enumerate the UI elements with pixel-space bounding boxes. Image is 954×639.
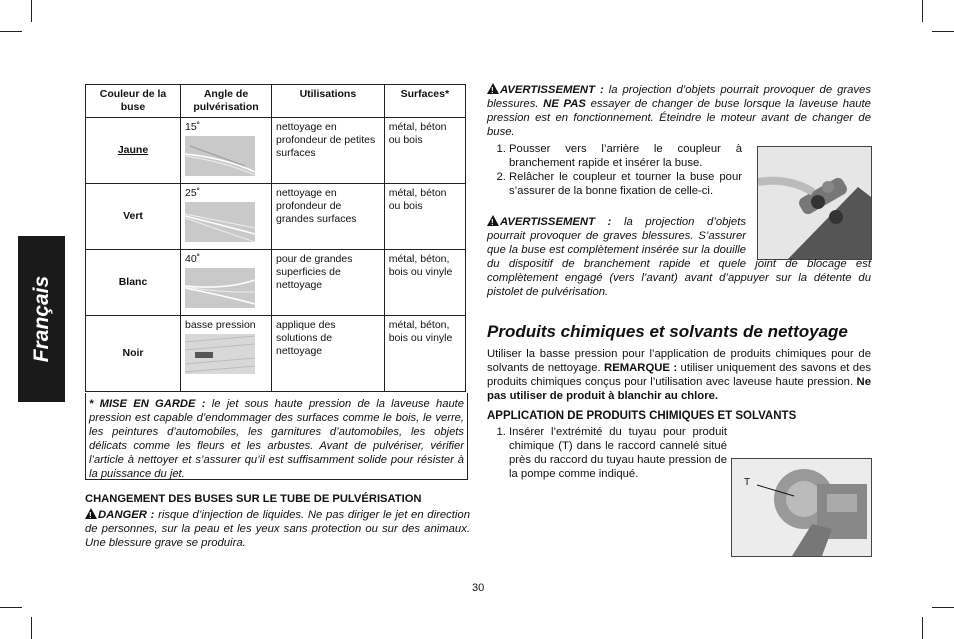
danger-paragraph: [85, 508, 470, 550]
spray-angle-cell: [181, 250, 272, 316]
chlorine-warning: Ne pas utiliser de produit à blanchir au chlore.: [487, 376, 871, 402]
spray-angle-cell: [181, 118, 272, 184]
crop-mark: [922, 617, 923, 639]
surface-cell: métal, béton, bois ou vinyle: [384, 250, 465, 316]
warning-icon: [85, 508, 97, 519]
paragraph-text: utiliser uniquement des savons et des produits chimiques conçus pour l’utilisation avec laveuse haute pression.: [487, 362, 871, 388]
warning-bold: NE PAS: [543, 98, 586, 110]
page-number: 30: [472, 582, 485, 594]
table-header: Couleur de la buse: [86, 85, 181, 118]
surface-cell: métal, béton ou bois: [384, 184, 465, 250]
spray-40-image: [185, 268, 255, 308]
section-heading: CHANGEMENT DES BUSES SUR LE TUBE DE PULVÉRISATION: [85, 493, 422, 505]
nozzle-color: Jaune: [86, 118, 181, 184]
warning-label: AVERTISSEMENT :: [500, 84, 604, 96]
steps-block: [487, 142, 742, 198]
crop-mark: [31, 617, 32, 639]
section-title: Produits chimiques et solvants de nettoyage: [487, 322, 848, 341]
warning-icon: [487, 215, 499, 226]
spray-25-image: [185, 202, 255, 242]
spray-angle: 15˚: [185, 121, 201, 133]
nozzle-table: [85, 84, 466, 392]
table-row: [86, 250, 466, 316]
danger-label: DANGER :: [98, 509, 155, 521]
table-header: Angle de pulvérisation: [181, 85, 272, 118]
remark-label: REMARQUE :: [604, 362, 678, 374]
danger-text: risque d’injection de liquides. Ne pas diriger le jet en direction de personnes, sur la peau et les yeux sans protection ou sur des animaux. Une blessure grave se produira.: [85, 509, 470, 549]
step-3-block: [487, 425, 727, 481]
crop-mark: [932, 31, 954, 32]
section-heading: APPLICATION DE PRODUITS CHIMIQUES ET SOLVANTS: [487, 410, 797, 422]
spray-angle-cell: [181, 184, 272, 250]
use-cell: nettoyage en profondeur de petites surfaces: [272, 118, 385, 184]
caution-text: le jet sous haute pression de la laveuse haute pression est capable d’endommager des surfaces comme le bois, le verre, les peintures d’automobiles, les garnitures d’automobiles, les objets délicats comme les fleurs et les arbustes. Avant de pulvériser, vérifier l’article à nettoyer et s’assurer qu’il est suffisamment solide pour résister à la puissance du jet.: [89, 398, 465, 480]
warning-1: [487, 83, 871, 139]
use-cell: applique des solutions de nettoyage: [272, 316, 385, 392]
warning-text: la projection d’objets pourrait provoquer de graves blessures. S’assurer que la buse est complètement insérée sur la douille du dispositif de branchement rapide et quele joint de blocage est complètement engagé (vers l’avant) avant d’appuyer sur la détente du pistolet de pulvérisation.: [487, 216, 871, 298]
use-cell: nettoyage en profondeur de grandes surfaces: [272, 184, 385, 250]
crop-mark: [0, 31, 22, 32]
crop-mark: [0, 607, 22, 608]
spray-angle: basse pression: [185, 319, 256, 331]
crop-mark: [932, 607, 954, 608]
warning-label: AVERTISSEMENT :: [500, 216, 612, 228]
chemicals-paragraph: [487, 347, 871, 403]
list-item: 2. Relâcher le coupleur et tourner la buse pour s’assurer de la bonne fixation de celle-ci.: [509, 170, 742, 198]
nozzle-color: Blanc: [86, 250, 181, 316]
list-item: 1. Insérer l’extrémité du tuyau pour produit chimique (T) dans le raccord cannelé situé près du raccord du tuyau haute pression de la pompe comme indiqué.: [509, 425, 727, 481]
caution-note: [85, 393, 468, 480]
paragraph-text: Utiliser la basse pression pour l’application de produits chimiques pour de solvants de nettoyage.: [487, 348, 871, 374]
warning-2-block: [487, 215, 871, 299]
caution-label: * MISE EN GARDE :: [89, 398, 206, 410]
crop-mark: [31, 0, 32, 22]
warning-icon: [487, 83, 499, 94]
table-row: [86, 316, 466, 392]
low-pressure-image: [185, 334, 255, 374]
surface-cell: métal, béton, bois ou vinyle: [384, 316, 465, 392]
spray-angle: 25˚: [185, 187, 201, 199]
table-row: [86, 184, 466, 250]
spray-15-image: [185, 136, 255, 176]
language-tab: [18, 236, 65, 402]
warning-text: essayer de changer de buse lorsque la laveuse haute pression est en fonctionnement. Éteindre le moteur avant de changer de buse.: [487, 98, 871, 138]
pump-photo: [731, 458, 872, 557]
language-tab-label: Français: [29, 275, 53, 363]
use-cell: pour de grandes superficies de nettoyage: [272, 250, 385, 316]
table-row: [86, 118, 466, 184]
left-column-text: [85, 492, 470, 550]
spray-angle: 40˚: [185, 253, 201, 265]
crop-mark: [922, 0, 923, 22]
warning-2-text-block: [487, 215, 871, 299]
table-header: Utilisations: [272, 85, 385, 118]
surface-cell: métal, béton ou bois: [384, 118, 465, 184]
photo-label: T: [744, 477, 751, 488]
nozzle-color: Noir: [86, 316, 181, 392]
nozzle-color: Vert: [86, 184, 181, 250]
table-header-row: [86, 85, 466, 118]
table-header: Surfaces*: [384, 85, 465, 118]
warning-paragraph: [487, 83, 871, 139]
list-item: 1. Pousser vers l’arrière le coupleur à branchement rapide et insérer la buse.: [509, 142, 742, 170]
warning-text: la projection d’objets pourrait provoquer de graves blessures.: [487, 84, 871, 110]
spray-angle-cell: [181, 316, 272, 392]
